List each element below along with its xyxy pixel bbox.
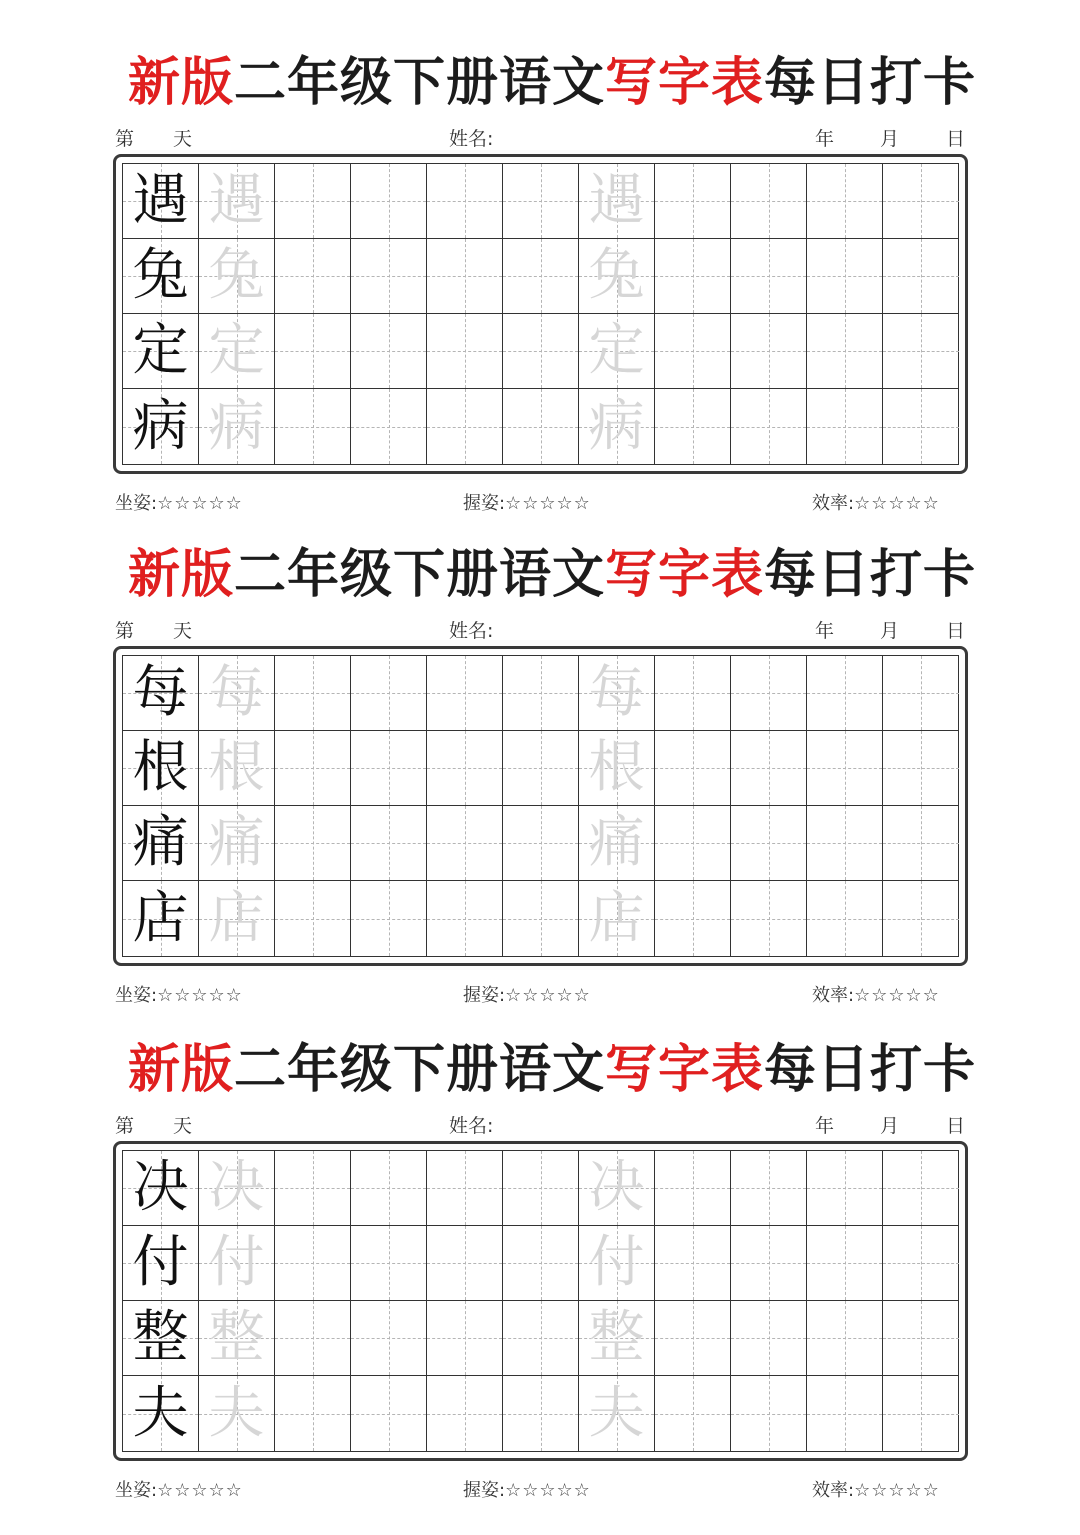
practice-cell[interactable]: [427, 1226, 503, 1301]
practice-cell[interactable]: [427, 1151, 503, 1226]
sitting-label: 坐姿:: [115, 985, 158, 1006]
trace-character: 遇: [588, 168, 645, 233]
practice-cell[interactable]: [807, 239, 883, 314]
practice-cell[interactable]: [731, 806, 807, 881]
trace-character: 夫: [588, 1380, 645, 1446]
practice-cell[interactable]: [427, 731, 503, 806]
practice-cell[interactable]: [503, 806, 579, 881]
model-character: 决: [132, 1155, 189, 1220]
character-row: [123, 1226, 958, 1301]
character-row: [123, 1301, 958, 1376]
model-cell: [123, 1301, 199, 1376]
practice-cell[interactable]: [275, 164, 351, 239]
model-character: 整: [132, 1305, 189, 1370]
month-label: 月: [880, 128, 900, 150]
practice-cell[interactable]: [655, 1301, 731, 1376]
practice-cell[interactable]: [731, 1226, 807, 1301]
practice-cell[interactable]: [883, 389, 959, 464]
trace-character: 付: [208, 1230, 265, 1295]
practice-cell[interactable]: [503, 731, 579, 806]
writing-grid: [122, 163, 959, 465]
grip-stars[interactable]: ☆☆☆☆☆: [505, 985, 591, 1006]
practice-cell[interactable]: [503, 881, 579, 956]
model-cell: [123, 389, 199, 464]
efficiency-label: 效率:: [812, 1480, 855, 1501]
title-part-daily-checkin: 每日打卡: [764, 52, 977, 113]
character-row: [123, 314, 958, 389]
practice-cell[interactable]: [199, 1226, 275, 1301]
practice-cell[interactable]: [579, 239, 655, 314]
character-row: [123, 881, 958, 956]
day-prefix-label: 第: [115, 620, 135, 642]
practice-cell[interactable]: [427, 1301, 503, 1376]
model-character: 付: [132, 1230, 189, 1295]
grip-label: 握姿:: [463, 985, 506, 1006]
trace-character: 病: [588, 393, 645, 459]
practice-cell[interactable]: [275, 656, 351, 731]
practice-cell[interactable]: [883, 656, 959, 731]
practice-cell[interactable]: [883, 1226, 959, 1301]
practice-cell[interactable]: [655, 731, 731, 806]
practice-cell[interactable]: [427, 239, 503, 314]
practice-cell[interactable]: [731, 731, 807, 806]
practice-cell[interactable]: [275, 1376, 351, 1451]
character-row: [123, 656, 958, 731]
model-character: 店: [132, 885, 189, 951]
practice-cell[interactable]: [807, 164, 883, 239]
model-character: 每: [132, 660, 189, 725]
practice-cell[interactable]: [731, 1376, 807, 1451]
practice-cell[interactable]: [731, 881, 807, 956]
practice-cell[interactable]: [883, 1151, 959, 1226]
practice-cell[interactable]: [579, 1226, 655, 1301]
practice-cell[interactable]: [503, 1226, 579, 1301]
practice-cell[interactable]: [731, 1151, 807, 1226]
title-part-grade: 二年级下册语文: [234, 52, 606, 113]
sitting-rating: [115, 983, 243, 1009]
practice-cell[interactable]: [351, 1301, 427, 1376]
practice-cell[interactable]: [579, 1301, 655, 1376]
practice-cell[interactable]: [807, 1226, 883, 1301]
efficiency-label: 效率:: [812, 493, 855, 514]
practice-cell[interactable]: [655, 389, 731, 464]
trace-character: 兔: [588, 243, 645, 308]
model-cell: [123, 1151, 199, 1226]
grip-stars[interactable]: ☆☆☆☆☆: [505, 1480, 591, 1501]
practice-cell[interactable]: [275, 881, 351, 956]
model-character: 定: [132, 318, 189, 383]
practice-cell[interactable]: [883, 239, 959, 314]
practice-cell[interactable]: [655, 1226, 731, 1301]
date-label: 日: [946, 1115, 966, 1137]
year-label: 年: [815, 620, 835, 642]
worksheet-title: [128, 48, 976, 118]
worksheet-title: [128, 540, 976, 610]
sitting-rating: [115, 1478, 243, 1504]
model-cell: [123, 881, 199, 956]
character-row: [123, 1376, 958, 1451]
date-label: 日: [946, 128, 966, 150]
practice-cell[interactable]: [427, 1376, 503, 1451]
practice-cell[interactable]: [199, 881, 275, 956]
title-part-writing-table: 写字表: [605, 52, 765, 113]
writing-grid-frame: [113, 1141, 968, 1461]
model-cell: [123, 1226, 199, 1301]
practice-cell[interactable]: [731, 656, 807, 731]
trace-character: 定: [588, 318, 645, 383]
practice-cell[interactable]: [731, 1301, 807, 1376]
practice-cell[interactable]: [427, 164, 503, 239]
trace-character: 根: [208, 735, 265, 800]
practice-cell[interactable]: [807, 806, 883, 881]
model-cell: [123, 164, 199, 239]
practice-cell[interactable]: [655, 881, 731, 956]
character-row: [123, 164, 958, 239]
practice-cell[interactable]: [275, 314, 351, 389]
practice-cell[interactable]: [579, 881, 655, 956]
practice-cell[interactable]: [427, 881, 503, 956]
practice-cell[interactable]: [883, 164, 959, 239]
practice-cell[interactable]: [503, 1376, 579, 1451]
rating-row: [115, 491, 967, 517]
model-character: 遇: [132, 168, 189, 233]
model-cell: [123, 806, 199, 881]
sitting-stars[interactable]: ☆☆☆☆☆: [157, 493, 243, 514]
trace-character: 遇: [208, 168, 265, 233]
title-part-writing-table: 写字表: [605, 1039, 765, 1100]
character-row: [123, 389, 958, 464]
model-character: 兔: [132, 243, 189, 308]
practice-cell[interactable]: [275, 1301, 351, 1376]
practice-cell[interactable]: [655, 239, 731, 314]
grip-rating: [463, 983, 591, 1009]
name-label: 姓名:: [449, 128, 494, 150]
trace-character: 病: [208, 393, 265, 459]
trace-character: 决: [208, 1155, 265, 1220]
character-row: [123, 1151, 958, 1226]
practice-cell[interactable]: [655, 314, 731, 389]
practice-cell[interactable]: [199, 389, 275, 464]
practice-cell[interactable]: [883, 314, 959, 389]
practice-cell[interactable]: [883, 1376, 959, 1451]
writing-grid-frame: [113, 154, 968, 474]
practice-cell[interactable]: [579, 314, 655, 389]
trace-character: 整: [208, 1305, 265, 1370]
month-label: 月: [880, 620, 900, 642]
character-row: [123, 731, 958, 806]
practice-cell[interactable]: [275, 239, 351, 314]
trace-character: 定: [208, 318, 265, 383]
practice-cell[interactable]: [579, 164, 655, 239]
practice-cell[interactable]: [503, 239, 579, 314]
grip-stars[interactable]: ☆☆☆☆☆: [505, 493, 591, 514]
practice-cell[interactable]: [883, 806, 959, 881]
practice-cell[interactable]: [199, 1301, 275, 1376]
practice-cell[interactable]: [199, 656, 275, 731]
trace-character: 决: [588, 1155, 645, 1220]
practice-cell[interactable]: [655, 1376, 731, 1451]
rating-row: [115, 1478, 967, 1504]
model-character: 根: [132, 735, 189, 800]
practice-cell[interactable]: [883, 1301, 959, 1376]
practice-section: [0, 1035, 1080, 1535]
grip-rating: [463, 1478, 591, 1504]
practice-cell[interactable]: [655, 656, 731, 731]
practice-cell[interactable]: [503, 314, 579, 389]
practice-cell[interactable]: [351, 1376, 427, 1451]
trace-character: 店: [208, 885, 265, 951]
practice-cell[interactable]: [503, 656, 579, 731]
practice-cell[interactable]: [275, 1226, 351, 1301]
day-suffix-label: 天: [173, 1115, 193, 1137]
practice-cell[interactable]: [199, 1151, 275, 1226]
practice-cell[interactable]: [579, 806, 655, 881]
practice-cell[interactable]: [427, 389, 503, 464]
sitting-label: 坐姿:: [115, 1480, 158, 1501]
rating-row: [115, 983, 967, 1009]
practice-cell[interactable]: [579, 1376, 655, 1451]
practice-cell[interactable]: [655, 806, 731, 881]
practice-cell[interactable]: [731, 239, 807, 314]
trace-character: 夫: [208, 1380, 265, 1446]
trace-character: 痛: [208, 810, 265, 875]
practice-cell[interactable]: [579, 656, 655, 731]
title-part-new-edition: 新版: [128, 544, 235, 605]
practice-cell[interactable]: [275, 806, 351, 881]
practice-cell[interactable]: [199, 314, 275, 389]
practice-cell[interactable]: [351, 1226, 427, 1301]
info-row: [115, 1113, 967, 1139]
practice-cell[interactable]: [503, 1151, 579, 1226]
day-prefix-label: 第: [115, 1115, 135, 1137]
practice-cell[interactable]: [731, 389, 807, 464]
practice-cell[interactable]: [503, 1301, 579, 1376]
trace-character: 根: [588, 735, 645, 800]
practice-cell[interactable]: [807, 1151, 883, 1226]
model-cell: [123, 1376, 199, 1451]
sitting-stars[interactable]: ☆☆☆☆☆: [157, 985, 243, 1006]
grip-label: 握姿:: [463, 493, 506, 514]
sitting-stars[interactable]: ☆☆☆☆☆: [157, 1480, 243, 1501]
practice-cell[interactable]: [579, 1151, 655, 1226]
practice-cell[interactable]: [275, 731, 351, 806]
practice-cell[interactable]: [199, 239, 275, 314]
practice-cell[interactable]: [351, 314, 427, 389]
trace-character: 兔: [208, 243, 265, 308]
name-label: 姓名:: [449, 1115, 494, 1137]
efficiency-stars[interactable]: ☆☆☆☆☆: [854, 493, 940, 514]
info-row: [115, 618, 967, 644]
model-cell: [123, 314, 199, 389]
practice-section: [0, 48, 1080, 548]
trace-character: 整: [588, 1305, 645, 1370]
practice-cell[interactable]: [731, 164, 807, 239]
practice-cell[interactable]: [807, 1301, 883, 1376]
day-suffix-label: 天: [173, 620, 193, 642]
sitting-rating: [115, 491, 243, 517]
character-row: [123, 239, 958, 314]
model-cell: [123, 239, 199, 314]
title-part-daily-checkin: 每日打卡: [764, 544, 977, 605]
trace-character: 痛: [588, 810, 645, 875]
trace-character: 店: [588, 885, 645, 951]
day-prefix-label: 第: [115, 128, 135, 150]
character-row: [123, 806, 958, 881]
model-character: 病: [132, 393, 189, 459]
practice-cell[interactable]: [807, 389, 883, 464]
title-part-grade: 二年级下册语文: [234, 544, 606, 605]
practice-cell[interactable]: [351, 164, 427, 239]
practice-cell[interactable]: [883, 881, 959, 956]
practice-cell[interactable]: [351, 731, 427, 806]
practice-cell[interactable]: [579, 731, 655, 806]
practice-cell[interactable]: [351, 239, 427, 314]
year-label: 年: [815, 1115, 835, 1137]
date-label: 日: [946, 620, 966, 642]
practice-cell[interactable]: [883, 731, 959, 806]
month-label: 月: [880, 1115, 900, 1137]
efficiency-rating: [812, 1478, 940, 1504]
efficiency-rating: [812, 491, 940, 517]
model-character: 夫: [132, 1380, 189, 1446]
practice-cell[interactable]: [655, 164, 731, 239]
practice-cell[interactable]: [351, 881, 427, 956]
practice-cell[interactable]: [199, 731, 275, 806]
practice-cell[interactable]: [807, 314, 883, 389]
model-cell: [123, 731, 199, 806]
name-label: 姓名:: [449, 620, 494, 642]
writing-grid-frame: [113, 646, 968, 966]
model-character: 痛: [132, 810, 189, 875]
title-part-new-edition: 新版: [128, 52, 235, 113]
trace-character: 每: [208, 660, 265, 725]
efficiency-label: 效率:: [812, 985, 855, 1006]
title-part-daily-checkin: 每日打卡: [764, 1039, 977, 1100]
title-part-new-edition: 新版: [128, 1039, 235, 1100]
practice-cell[interactable]: [427, 314, 503, 389]
practice-cell[interactable]: [503, 389, 579, 464]
info-row: [115, 126, 967, 152]
practice-cell[interactable]: [199, 806, 275, 881]
practice-cell[interactable]: [199, 164, 275, 239]
practice-cell[interactable]: [351, 656, 427, 731]
practice-cell[interactable]: [427, 806, 503, 881]
practice-cell[interactable]: [731, 314, 807, 389]
writing-grid: [122, 1150, 959, 1452]
practice-cell[interactable]: [807, 656, 883, 731]
practice-cell[interactable]: [807, 881, 883, 956]
trace-character: 每: [588, 660, 645, 725]
efficiency-rating: [812, 983, 940, 1009]
year-label: 年: [815, 128, 835, 150]
practice-cell[interactable]: [503, 164, 579, 239]
practice-cell[interactable]: [807, 1376, 883, 1451]
efficiency-stars[interactable]: ☆☆☆☆☆: [854, 985, 940, 1006]
practice-cell[interactable]: [579, 389, 655, 464]
grip-label: 握姿:: [463, 1480, 506, 1501]
day-suffix-label: 天: [173, 128, 193, 150]
practice-cell[interactable]: [275, 1151, 351, 1226]
title-part-writing-table: 写字表: [605, 544, 765, 605]
practice-cell[interactable]: [351, 1151, 427, 1226]
practice-cell[interactable]: [655, 1151, 731, 1226]
practice-cell[interactable]: [275, 389, 351, 464]
model-cell: [123, 656, 199, 731]
practice-cell[interactable]: [199, 1376, 275, 1451]
efficiency-stars[interactable]: ☆☆☆☆☆: [854, 1480, 940, 1501]
title-part-grade: 二年级下册语文: [234, 1039, 606, 1100]
worksheet-title: [128, 1035, 976, 1105]
practice-cell[interactable]: [807, 731, 883, 806]
practice-cell[interactable]: [351, 389, 427, 464]
practice-cell[interactable]: [427, 656, 503, 731]
trace-character: 付: [588, 1230, 645, 1295]
grip-rating: [463, 491, 591, 517]
sitting-label: 坐姿:: [115, 493, 158, 514]
practice-cell[interactable]: [351, 806, 427, 881]
practice-section: [0, 540, 1080, 1040]
writing-grid: [122, 655, 959, 957]
